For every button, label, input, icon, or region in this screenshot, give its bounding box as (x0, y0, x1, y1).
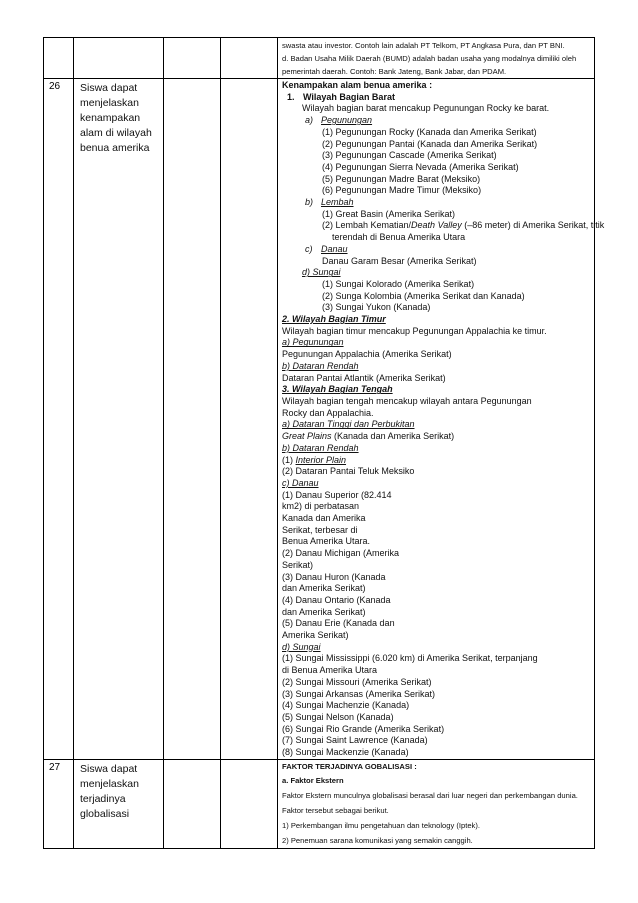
list-item: (2) Sungai Missouri (Amerika Serikat) (282, 676, 432, 687)
indicator-line: Siswa dapat (80, 82, 138, 94)
empty-cell (164, 759, 221, 848)
list-item: (1) Sungai Mississippi (6.020 km) di Amerika Serikat, terpanjang (282, 653, 538, 664)
list-item: (1) Great Basin (Amerika Serikat) (322, 208, 456, 219)
text-line: d. Badan Usaha Milik Daerah (BUMD) adalah badan usaha yang modalnya dimiliki oleh (282, 54, 577, 63)
indicator-line: terjadinya (80, 792, 126, 805)
indicator-line: alam di wilayah (80, 127, 152, 139)
table-row (44, 79, 595, 760)
item-title: d) Sungai (302, 267, 341, 278)
item-title: b) Dataran Rendah (282, 442, 359, 453)
list-item: (2) Danau Michigan (Amerika (282, 548, 400, 559)
list-item: Serikat, terbesar di (282, 524, 358, 535)
text-line: pemerintah daerah. Contoh: Bank Jateng, Bank Jabar, dan PDAM. (282, 67, 507, 76)
list-item: (1) Danau Superior (82.414 (282, 489, 392, 500)
item-title: a) Dataran Tinggi dan Perbukitan (282, 419, 415, 430)
text-line: Wilayah bagian tengah mencakup wilayah antara Pegunungan (282, 395, 532, 406)
indicator-line: globalisasi (80, 807, 130, 820)
text-line: Faktor Ekstern munculnya globalisasi berasal dari luar negeri dan perkembangan dunia. (282, 790, 578, 800)
list-item: (4) Pegunungan Sierra Nevada (Amerika Serikat) (322, 161, 519, 172)
list-item: (2) Pegunungan Pantai (Kanada dan Amerika Serikat) (322, 138, 538, 149)
subsection-title: 3. Wilayah Bagian Tengah (282, 384, 393, 395)
item-title: d) Sungai (282, 641, 321, 652)
content-table (43, 37, 605, 849)
text-line: 1) Perkembangan ilmu pengetahuan dan teknology (Iptek). (282, 820, 480, 830)
indicator-line: kenampakan (80, 112, 141, 124)
text-line: swasta atau investor. Contoh lain adalah PT Telkom, PT Angkasa Pura, dan PT BNI. (282, 41, 565, 50)
item-title: c) Danau (282, 477, 319, 488)
row-number: 26 (44, 79, 74, 760)
list-item: (3) Sungai Arkansas (Amerika Serikat) (282, 688, 436, 699)
section-heading: Kenampakan alam benua amerika : (282, 80, 433, 90)
list-item: (5) Danau Erie (Kanada dan (282, 618, 395, 629)
text-line: Wilayah bagian timur mencakup Pegunungan Appalachia ke timur. (282, 325, 547, 336)
list-item: (1) Sungai Kolorado (Amerika Serikat) (322, 278, 475, 289)
list-item: (2) Dataran Pantai Teluk Meksiko (282, 466, 415, 477)
empty-cell (164, 38, 221, 79)
list-item: Benua Amerika Utara. (282, 536, 371, 547)
item-title: c) Danau (305, 243, 348, 254)
list-item: (4) Sungai Machenzie (Kanada) (282, 700, 410, 711)
text-line: Rocky dan Appalachia. (282, 407, 374, 418)
list-item: (7) Sungai Saint Lawrence (Kanada) (282, 735, 428, 746)
row-number: 27 (44, 759, 74, 848)
list-item: (8) Sungai Mackenzie (Kanada) (282, 747, 409, 758)
list-item: (1) Interior Plain (282, 454, 347, 465)
empty-cell (221, 38, 278, 79)
list-item-continuation: terendah di Benua Amerika Utara (332, 232, 466, 243)
list-item: dan Amerika Serikat) (282, 606, 366, 617)
list-item: (2) Lembah Kematian/Death Valley (–86 meter) di Amerika Serikat, titik (322, 220, 605, 231)
content-cell (278, 38, 595, 79)
indicator-line: benua amerika (80, 142, 150, 154)
list-item: Great Plains (Kanada dan Amerika Serikat) (282, 431, 455, 442)
content-cell (278, 759, 595, 848)
list-item: (6) Pegunungan Madre Timur (Meksiko) (322, 185, 482, 196)
empty-cell (164, 79, 221, 760)
item-title: a) Pegunungan (305, 115, 373, 126)
list-item: Amerika Serikat) (282, 630, 349, 641)
indicator-line: Siswa dapat (80, 762, 138, 775)
list-item: (6) Sungai Rio Grande (Amerika Serikat) (282, 723, 445, 734)
table-row (44, 759, 595, 848)
list-item: (1) Pegunungan Rocky (Kanada dan Amerika Serikat) (322, 126, 537, 137)
indicator-cell (74, 79, 164, 760)
indicator-cell (74, 759, 164, 848)
list-item: (3) Danau Huron (Kanada (282, 571, 386, 582)
list-item: di Benua Amerika Utara (282, 665, 378, 676)
empty-cell (221, 79, 278, 760)
subsection-title: 1. Wilayah Bagian Barat (287, 91, 395, 102)
list-item: Pegunungan Appalachia (Amerika Serikat) (282, 349, 452, 360)
list-item: (2) Sunga Kolombia (Amerika Serikat dan Kanada) (322, 290, 525, 301)
item-title: b) Lembah (305, 197, 354, 208)
subsection-title: 2. Wilayah Bagian Timur (282, 314, 386, 325)
number-cell (44, 38, 74, 79)
empty-cell (221, 759, 278, 848)
item-title: b) Dataran Rendah (282, 360, 359, 371)
indicator-line: menjelaskan (80, 97, 139, 109)
text-line: Faktor tersebut sebagai berikut. (282, 805, 389, 815)
list-item: (5) Pegunungan Madre Barat (Meksiko) (322, 173, 481, 184)
indicator-line: menjelaskan (80, 777, 139, 790)
list-item: Serikat) (282, 559, 314, 570)
list-item: dan Amerika Serikat) (282, 583, 366, 594)
item-title: a) Pegunungan (282, 337, 344, 348)
list-item: (5) Sungai Nelson (Kanada) (282, 711, 394, 722)
list-item: km2) di perbatasan (282, 501, 360, 512)
subsection-title: a. Faktor Ekstern (282, 775, 344, 785)
text-line: Wilayah bagian barat mencakup Pegunungan Rocky ke barat. (302, 103, 550, 114)
list-item: Kanada dan Amerika (282, 513, 366, 524)
subject-cell (74, 38, 164, 79)
list-item: Dataran Pantai Atlantik (Amerika Serikat) (282, 372, 446, 383)
list-item: (3) Sungai Yukon (Kanada) (322, 302, 431, 313)
text-line: 2) Penemuan sarana komunikasi yang semakin canggih. (282, 835, 473, 845)
list-item: Danau Garam Besar (Amerika Serikat) (322, 255, 477, 266)
table-row (44, 38, 595, 79)
list-item: (3) Pegunungan Cascade (Amerika Serikat) (322, 150, 497, 161)
content-cell (278, 79, 605, 760)
section-heading: FAKTOR TERJADINYA GOBALISASI : (282, 761, 417, 771)
list-item: (4) Danau Ontario (Kanada (282, 594, 391, 605)
